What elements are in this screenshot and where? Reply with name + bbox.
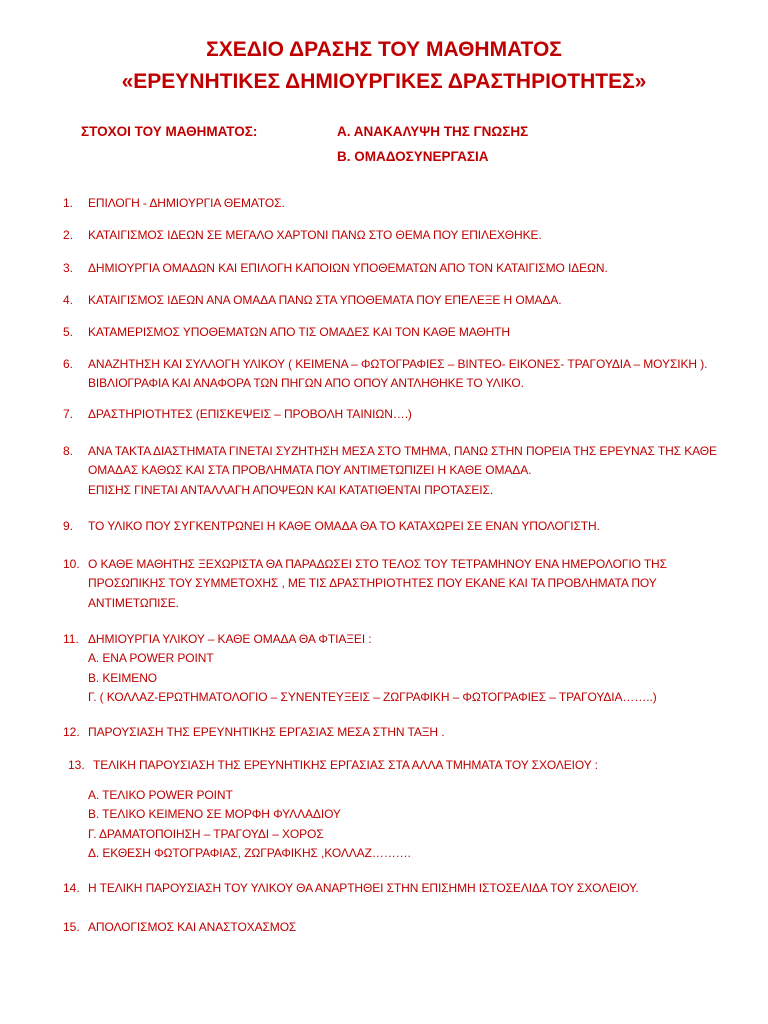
list-item-text: ΑΝΤΙΜΕΤΩΠΙΣΕ. [88,595,179,610]
list-item-text: ΤΟ ΥΛΙΚΟ ΠΟΥ ΣΥΓΚΕΝΤΡΩΝΕΙ Η ΚΑΘΕ ΟΜΑΔΑ ΘΑ ΤΟ ΚΑΤΑΧΩΡΕΙ ΣΕ ΕΝΑΝ ΥΠΟΛΟΓΙΣΤΗ. [88,519,600,533]
list-item-text: ΔΡΑΣΤΗΡΙΟΤΗΤΕΣ (ΕΠΙΣΚΕΨΕΙΣ – ΠΡΟΒΟΛΗ ΤΑΙΝΙΩΝ….) [88,407,412,421]
list-item-number: 7. [63,407,74,421]
list-item-number: 6. [63,357,74,371]
list-item-text: ΠΡΟΣΩΠΙΚΗΣ ΤΟΥ ΣΥΜΜΕΤΟΧΗΣ , ΜΕ ΤΙΣ ΔΡΑΣΤΗΡΙΟΤΗΤΕΣ ΠΟΥ ΕΚΑΝΕ ΚΑΙ ΤΑ ΠΡΟΒΛΗΜΑΤΑ ΠΟΥ [88,576,657,591]
list-item-number: 15. [63,920,80,934]
list-item-text: ΟΜΑΔΑΣ ΚΑΘΩΣ ΚΑΙ ΣΤΑ ΠΡΟΒΛΗΜΑΤΑ ΠΟΥ ΑΝΤΙΜΕΤΩΠΙΖΕΙ Η ΚΑΘΕ ΟΜΑΔΑ. [88,463,532,478]
document-title-line1: ΣΧΕΔΙΟ ΔΡΑΣΗΣ ΤΟΥ ΜΑΘΗΜΑΤΟΣ [206,38,562,61]
list-item-text: Γ. ΔΡΑΜΑΤΟΠΟΙΗΣΗ – ΤΡΑΓΟΥΔΙ – ΧΟΡΟΣ [88,826,324,841]
list-item-number: 1. [63,196,74,210]
list-item-text: Ο ΚΑΘΕ ΜΑΘΗΤΗΣ ΞΕΧΩΡΙΣΤΑ ΘΑ ΠΑΡΑΔΩΣΕΙ ΣΤΟ ΤΕΛΟΣ ΤΟΥ ΤΕΤΡΑΜΗΝΟΥ ΕΝΑ ΗΜΕΡΟΛΟΓΙΟ ΤΗΣ [88,557,667,571]
list-item-text: Α. ΤΕΛΙΚΟ POWER POINT [88,788,233,802]
list-item-text: ΑΝΑΖΗΤΗΣΗ ΚΑΙ ΣΥΛΛΟΓΗ ΥΛΙΚΟΥ ( ΚΕΙΜΕΝΑ – ΦΩΤΟΓΡΑΦΙΕΣ – ΒΙΝΤΕΟ- ΕΙΚΟΝΕΣ- ΤΡΑΓΟΥΔΙΑ – ΜΟΥΣΙΚΗ ). [88,357,708,371]
list-item-text: Α. ΕΝΑ POWER POINT [88,651,214,666]
document-title-line2: «ΕΡΕΥΝΗΤΙΚΕΣ ΔΗΜΙΟΥΡΓΙΚΕΣ ΔΡΑΣΤΗΡΙΟΤΗΤΕΣ» [121,70,647,93]
list-item-number: 11. [63,632,79,646]
goal-b: Β. ΟΜΑΔΟΣΥΝΕΡΓΑΣΙΑ [337,149,489,164]
list-item-text: Β. ΤΕΛΙΚΟ ΚΕΙΜΕΝΟ ΣΕ ΜΟΡΦΗ ΦΥΛΛΑΔΙΟΥ [88,807,341,822]
list-item-text: ΚΑΤΑΙΓΙΣΜΟΣ ΙΔΕΩΝ ΑΝΑ ΟΜΑΔΑ ΠΑΝΩ ΣΤΑ ΥΠΟΘΕΜΑΤΑ ΠΟΥ ΕΠΕΛΕΞΕ Η ΟΜΑΔΑ. [88,293,562,307]
list-item-number: 9. [63,519,74,533]
list-item-text: ΚΑΤΑΜΕΡΙΣΜΟΣ ΥΠΟΘΕΜΑΤΩΝ ΑΠΟ ΤΙΣ ΟΜΑΔΕΣ ΚΑΙ ΤΟΝ ΚΑΘΕ ΜΑΘΗΤΗ [88,325,510,339]
list-item-text: ΒΙΒΛΙΟΓΡΑΦΙΑ ΚΑΙ ΑΝΑΦΟΡΑ ΤΩΝ ΠΗΓΩΝ ΑΠΟ ΟΠΟΥ ΑΝΤΛΗΘΗΚΕ ΤΟ ΥΛΙΚΟ. [88,376,524,391]
list-item-text: Β. ΚΕΙΜΕΝΟ [88,670,158,685]
list-item-text: ΔΗΜΙΟΥΡΓΙΑ ΥΛΙΚΟΥ – ΚΑΘΕ ΟΜΑΔΑ ΘΑ ΦΤΙΑΞΕΙ : [88,632,372,646]
goal-a: Α. ΑΝΑΚΑΛΥΨΗ ΤΗΣ ΓΝΩΣΗΣ [337,124,529,139]
list-item-text: Η ΤΕΛΙΚΗ ΠΑΡΟΥΣΙΑΣΗ ΤΟΥ ΥΛΙΚΟΥ ΘΑ ΑΝΑΡΤΗΘΕΙ ΣΤΗΝ ΕΠΙΣΗΜΗ ΙΣΤΟΣΕΛΙΔΑ ΤΟΥ ΣΧΟΛΕΙΟΥ. [88,881,639,895]
list-item-text: ΑΝΑ ΤΑΚΤΑ ΔΙΑΣΤΗΜΑΤΑ ΓΙΝΕΤΑΙ ΣΥΖΗΤΗΣΗ ΜΕΣΑ ΣΤΟ ΤΜΗΜΑ, ΠΑΝΩ ΣΤΗΝ ΠΟΡΕΙΑ ΤΗΣ ΕΡΕΥΝΑΣ ΤΗΣ ΚΑΘΕ [88,444,717,458]
list-item-number: 8. [63,444,74,458]
list-item-number: 12. [63,725,80,739]
list-item-number: 2. [63,228,74,242]
list-item-number: 10. [63,557,80,571]
list-item-text: Δ. ΕΚΘΕΣΗ ΦΩΤΟΓΡΑΦΙΑΣ, ΖΩΓΡΑΦΙΚΗΣ ,ΚΟΛΛΑΖ………. [88,845,411,860]
list-item-text: ΤΕΛΙΚΗ ΠΑΡΟΥΣΙΑΣΗ ΤΗΣ ΕΡΕΥΝΗΤΙΚΗΣ ΕΡΓΑΣΙΑΣ ΣΤΑ ΑΛΛΑ ΤΜΗΜΑΤΑ ΤΟΥ ΣΧΟΛΕΙΟΥ : [93,758,598,772]
list-item-number: 5. [63,325,74,339]
list-item-text: ΔΗΜΙΟΥΡΓΙΑ ΟΜΑΔΩΝ ΚΑΙ ΕΠΙΛΟΓΗ ΚΑΠΟΙΩΝ ΥΠΟΘΕΜΑΤΩΝ ΑΠΟ ΤΟΝ ΚΑΤΑΙΓΙΣΜΟ ΙΔΕΩΝ. [88,261,608,275]
list-item-text: ΑΠΟΛΟΓΙΣΜΟΣ ΚΑΙ ΑΝΑΣΤΟΧΑΣΜΟΣ [88,920,297,934]
list-item-text: ΕΠΙΛΟΓΗ - ΔΗΜΙΟΥΡΓΙΑ ΘΕΜΑΤΟΣ. [88,196,285,210]
list-item-number: 13. [68,758,85,772]
list-item-number: 4. [63,293,74,307]
list-item-text: Γ. ( ΚΟΛΛΑΖ-ΕΡΩΤΗΜΑΤΟΛΟΓΙΟ – ΣΥΝΕΝΤΕΥΞΕΙΣ – ΖΩΓΡΑΦΙΚΗ – ΦΩΤΟΓΡΑΦΙΕΣ – ΤΡΑΓΟΥΔΙΑ……..) [88,689,657,704]
list-item-text: ΠΑΡΟΥΣΙΑΣΗ ΤΗΣ ΕΡΕΥΝΗΤΙΚΗΣ ΕΡΓΑΣΙΑΣ ΜΕΣΑ ΣΤΗΝ ΤΑΞΗ . [88,725,445,739]
list-item-number: 14. [63,881,80,895]
list-item-text: ΚΑΤΑΙΓΙΣΜΟΣ ΙΔΕΩΝ ΣΕ ΜΕΓΑΛΟ ΧΑΡΤΟΝΙ ΠΑΝΩ ΣΤΟ ΘΕΜΑ ΠΟΥ ΕΠΙΛΕΧΘΗΚΕ. [88,228,542,242]
goals-label: ΣΤΟΧΟΙ ΤΟΥ ΜΑΘΗΜΑΤΟΣ: [81,124,258,139]
list-item-text: ΕΠΙΣΗΣ ΓΙΝΕΤΑΙ ΑΝΤΑΛΛΑΓΗ ΑΠΟΨΕΩΝ ΚΑΙ ΚΑΤΑΤΙΘΕΝΤΑΙ ΠΡΟΤΑΣΕΙΣ. [88,482,494,497]
list-item-number: 3. [63,261,74,275]
